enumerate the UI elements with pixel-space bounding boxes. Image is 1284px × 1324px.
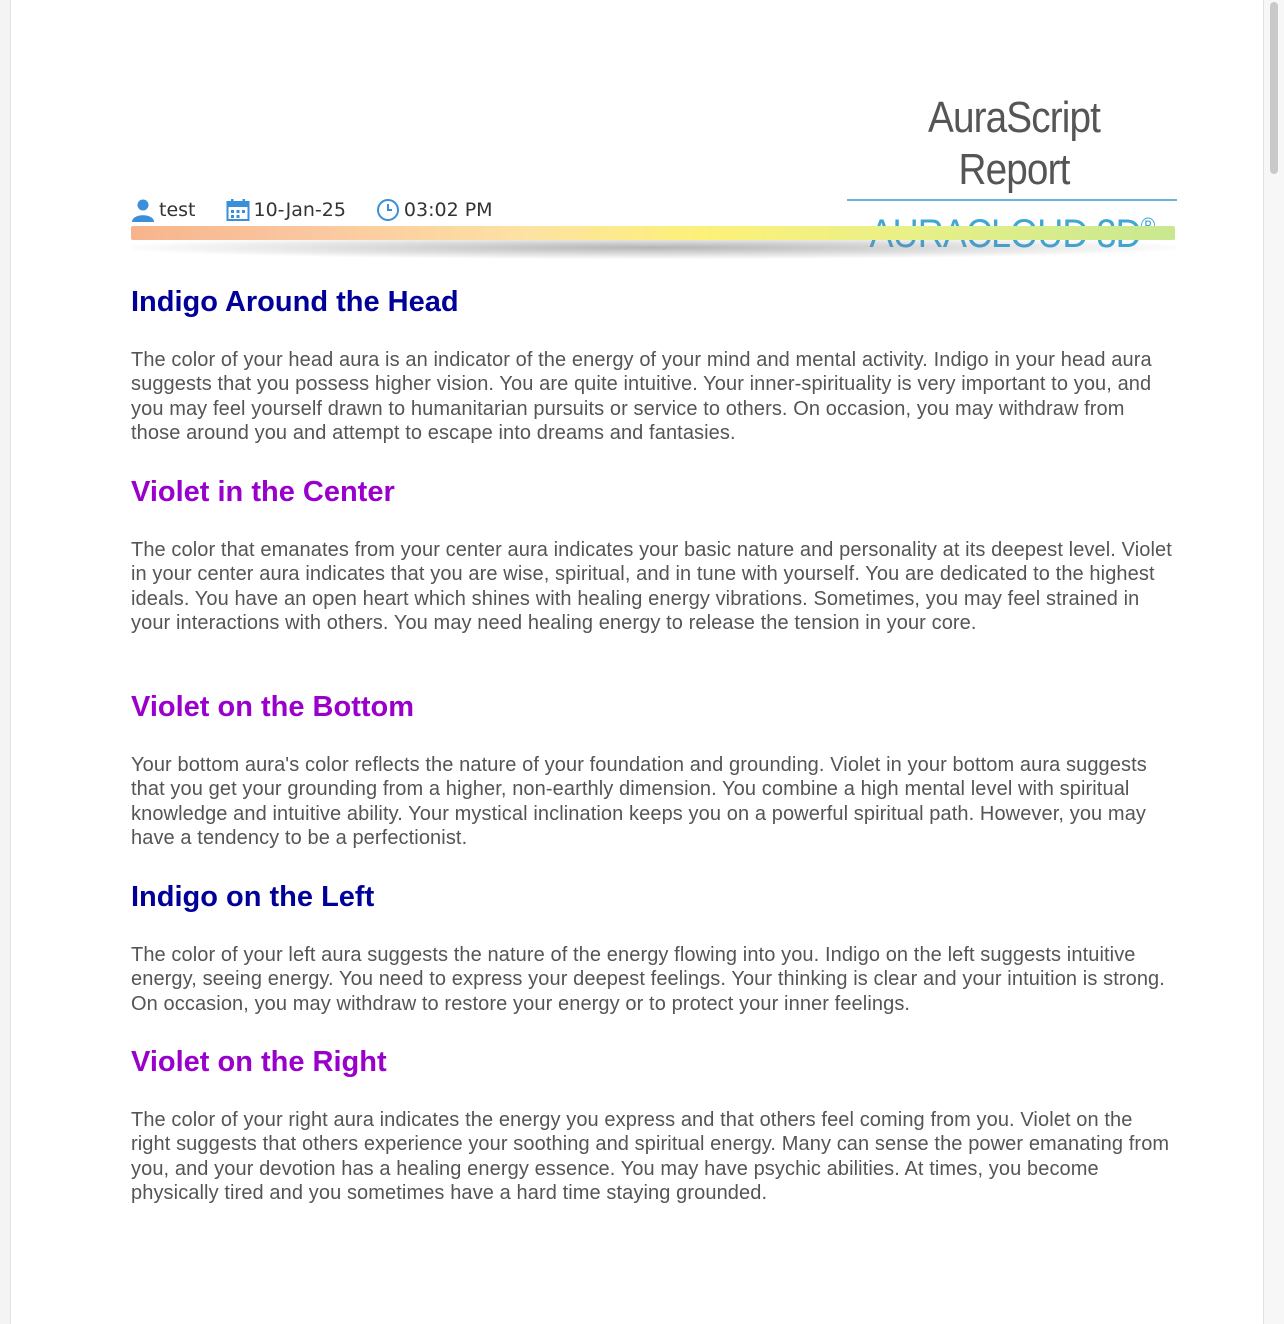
user-name: test [159,199,196,221]
section-title: Indigo on the Left [131,881,375,913]
section-text: The color of your right aura indicates the energy you express and that others feel coming from you. Violet on the right suggests that others experience your soothing and spiritual energy. Many can sense the power emanating from you, and your devotion has a healing energy essence. You may have psychic abilities. At times, you become physically tired and you sometimes have a hard time staying grounded. [131,1109,1170,1205]
section-text: The color that emanates from your center aura indicates your basic nature and personality at its deepest level. Violet in your center aura indicates that you are wise, spiritual, and in tune with yourself. You are dedicated to the highest ideals. You have an open heart which shines with healing energy vibrations. Sometimes, you may feel strained in your interactions with others. You may need healing energy to release the tension in your core. [131,539,1172,635]
rainbow-divider [131,226,1175,240]
meta-date [226,198,346,222]
meta-user [131,198,196,222]
section-center [131,472,1175,687]
section-text: The color of your left aura suggests the nature of the energy flowing into you. Indigo on the left suggests intuitive energy, seeing energy. You need to express your deepest feelings. Your thinking is clear and your intuition is strong. On occasion, you may withdraw to restore your energy or to protect your inner feelings. [131,944,1165,1015]
meta-time [376,198,493,222]
scrollbar-thumb[interactable] [1270,2,1278,174]
section-text: Your bottom aura's color reflects the nature of your foundation and grounding. Violet in your bottom aura suggests that you get your grounding from a higher, non-earthly dimension. You combine a high mental level with spiritual knowledge and intuitive ability. Your mystical inclination keeps you on a powerful spiritual path. However, you may have a tendency to be a perfectionist. [131,754,1147,850]
section-left [131,877,1175,1042]
user-icon [131,198,155,222]
section-title: Violet on the Bottom [131,691,415,723]
section-text: The color of your head aura is an indicator of the energy of your mind and mental activity. Indigo in your head aura suggests that you possess higher vision. You are quite intuitive. Your inner-spirituality is very important to you, and you may feel yourself drawn to humanitarian pursuits or service to others. On occasion, you may withdraw from those around you and attempt to escape into dreams and fantasies. [131,349,1152,445]
report-time: 03:02 PM [403,199,493,221]
report-meta [131,197,523,223]
section-bottom [131,687,1175,877]
logo-title: AuraScript Report [928,93,1100,194]
section-title: Violet on the Right [131,1046,387,1078]
report-date: 10-Jan-25 [253,199,346,221]
calendar-icon [226,198,250,222]
vertical-scrollbar[interactable] [1264,0,1284,1324]
section-right [131,1042,1175,1232]
section-title: Indigo Around the Head [131,286,459,318]
section-title: Violet in the Center [131,476,395,508]
report-page [10,0,1264,1324]
divider-shadow [131,240,1175,270]
report-content [131,282,1175,1232]
section-head [131,282,1175,472]
clock-icon [376,198,400,222]
